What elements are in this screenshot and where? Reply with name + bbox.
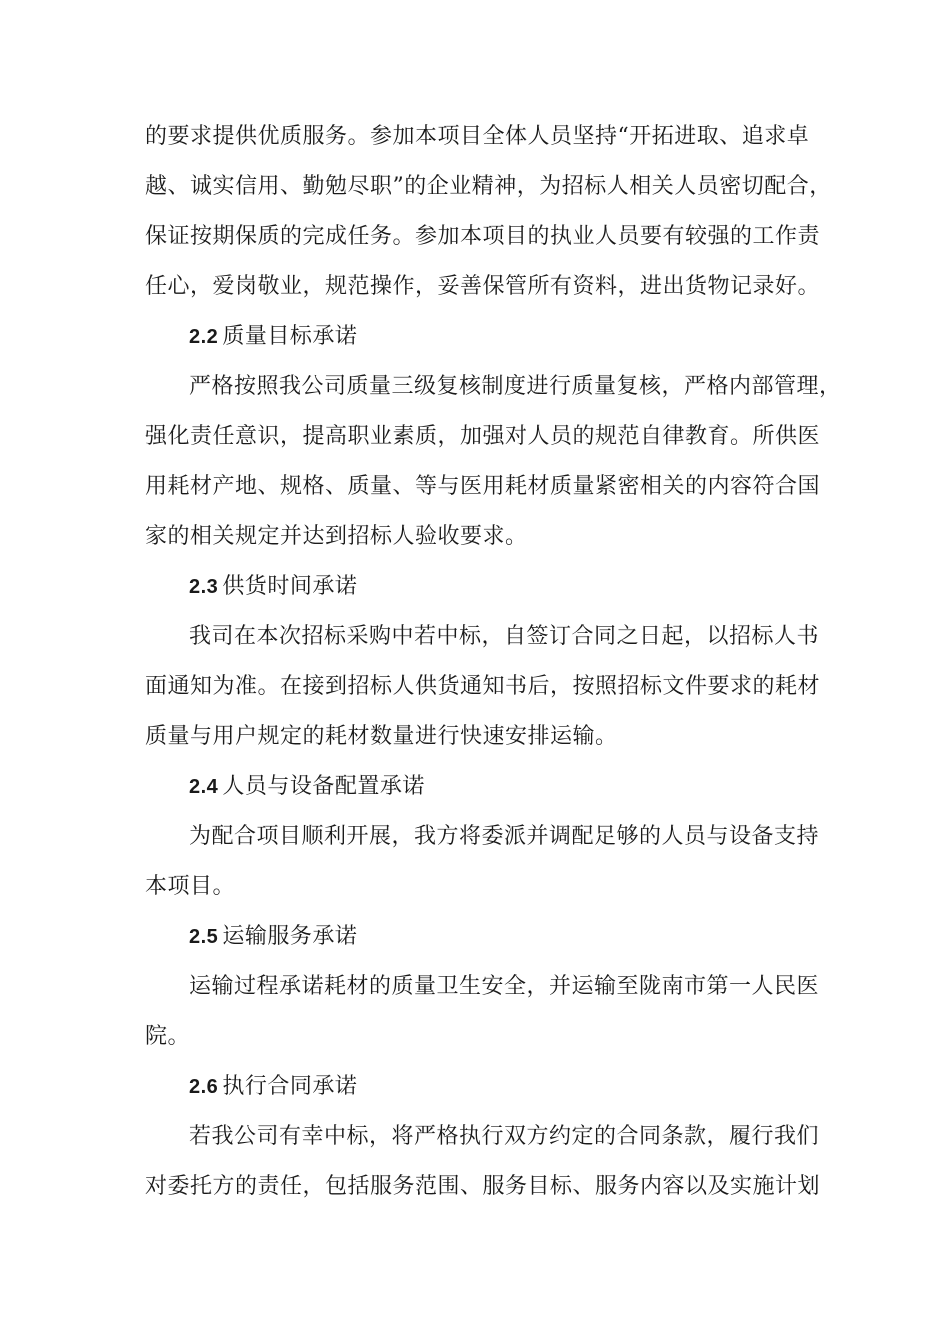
- section-number: 2.3: [189, 576, 219, 598]
- section-number: 2.4: [189, 776, 219, 798]
- section-heading: [0, 319, 950, 355]
- section-title: 执行合同承诺: [222, 1074, 358, 1099]
- section-title: 质量目标承诺: [222, 324, 358, 349]
- section-heading-text: [189, 919, 357, 955]
- paragraph-line: [0, 869, 950, 905]
- paragraph-line: [0, 669, 950, 705]
- paragraph-line: [0, 519, 950, 555]
- paragraph-line: [0, 1019, 950, 1055]
- section-heading: [0, 919, 950, 955]
- paragraph-text: 的要求提供优质服务。参加本项目全体人员坚持“开拓进取、追求卓: [145, 124, 810, 149]
- section-number: 2.5: [189, 926, 219, 948]
- section-heading-text: [189, 1069, 357, 1105]
- section-heading-text: [189, 319, 357, 355]
- paragraph-text: 对委托方的责任，包括服务范围、服务目标、服务内容以及实施计划: [145, 1174, 821, 1199]
- paragraph-text: 越、诚实信用、勤勉尽职”的企业精神，为招标人相关人员密切配合，: [145, 174, 832, 199]
- paragraph-line: [0, 119, 950, 155]
- paragraph-line: [0, 969, 950, 1005]
- paragraph-text: 运输过程承诺耗材的质量卫生安全，并运输至陇南市第一人民医: [189, 974, 820, 999]
- paragraph-line: [0, 719, 950, 755]
- paragraph-line: [0, 369, 950, 405]
- paragraph-line: [0, 1169, 950, 1205]
- paragraph-text: 任心，爱岗敬业，规范操作，妥善保管所有资料，进出货物记录好。: [145, 274, 821, 299]
- section-heading: [0, 1069, 950, 1105]
- paragraph-line: [0, 219, 950, 255]
- paragraph-text: 面通知为准。在接到招标人供货通知书后，按照招标文件要求的耗材: [145, 674, 821, 699]
- section-title: 运输服务承诺: [222, 924, 358, 949]
- section-number: 2.6: [189, 1076, 219, 1098]
- section-heading-text: [189, 769, 425, 805]
- paragraph-line: [0, 819, 950, 855]
- paragraph-line: [0, 469, 950, 505]
- section-heading: [0, 569, 950, 605]
- paragraph-line: [0, 419, 950, 455]
- paragraph-text: 强化责任意识，提高职业素质，加强对人员的规范自律教育。所供医: [145, 424, 821, 449]
- paragraph-line: [0, 619, 950, 655]
- paragraph-text: 我司在本次招标采购中若中标，自签订合同之日起，以招标人书: [189, 624, 820, 649]
- paragraph-line: [0, 1119, 950, 1155]
- paragraph-text: 家的相关规定并达到招标人验收要求。: [145, 524, 528, 549]
- section-number: 2.2: [189, 326, 219, 348]
- paragraph-text: 用耗材产地、规格、质量、等与医用耗材质量紧密相关的内容符合国: [145, 474, 821, 499]
- paragraph-text: 质量与用户规定的耗材数量进行快速安排运输。: [145, 724, 618, 749]
- section-heading-text: [189, 569, 357, 605]
- section-title: 供货时间承诺: [222, 574, 358, 599]
- paragraph-line: [0, 169, 950, 205]
- section-title: 人员与设备配置承诺: [222, 774, 425, 799]
- paragraph-text: 院。: [145, 1024, 191, 1049]
- paragraph-line: [0, 269, 950, 305]
- section-heading: [0, 769, 950, 805]
- paragraph-text: 为配合项目顺利开展，我方将委派并调配足够的人员与设备支持: [189, 824, 820, 849]
- paragraph-text: 本项目。: [145, 874, 236, 899]
- paragraph-text: 若我公司有幸中标，将严格执行双方约定的合同条款，履行我们: [189, 1124, 820, 1149]
- paragraph-text: 严格按照我公司质量三级复核制度进行质量复核，严格内部管理，: [189, 374, 842, 399]
- paragraph-text: 保证按期保质的完成任务。参加本项目的执业人员要有较强的工作责: [145, 224, 821, 249]
